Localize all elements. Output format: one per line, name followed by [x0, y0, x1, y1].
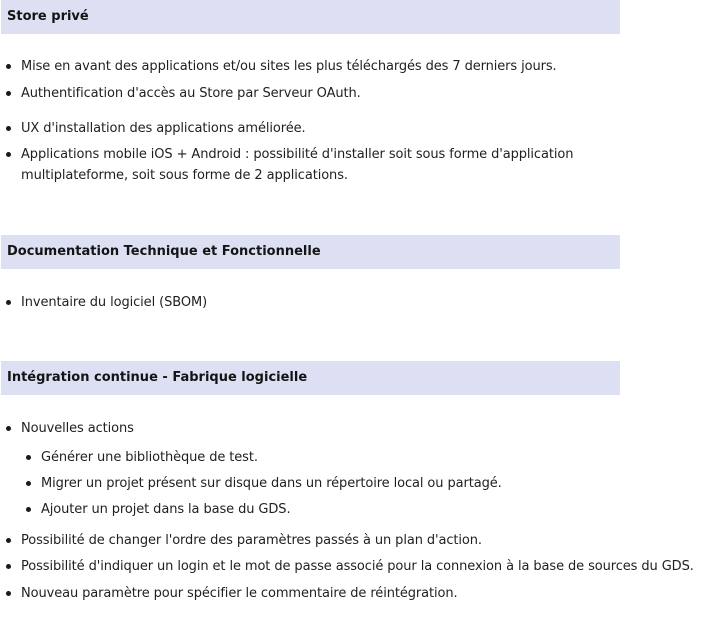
bullet-icon: [6, 426, 11, 431]
bullet-icon: [6, 152, 11, 157]
list-item-text: Possibilité de changer l'ordre des paramètres passés à un plan d'action.: [21, 533, 482, 548]
list-item: [21, 292, 661, 313]
section-header-store-prive: Store privé: [1, 0, 620, 34]
list-item: [21, 583, 661, 604]
list-item: [21, 144, 646, 186]
list-item-text: Applications mobile iOS + Android : possibilité d'installer soit sous forme d'application multiplateforme, soit sous forme de 2 applications.: [21, 147, 574, 183]
section-header-documentation: Documentation Technique et Fonctionnelle: [1, 235, 620, 269]
list-item-text: Possibilité d'indiquer un login et le mot de passe associé pour la connexion à la base de sources du GDS.: [21, 559, 694, 574]
bullet-icon: [6, 91, 11, 96]
bullet-icon: [6, 64, 11, 69]
bullet-icon: [6, 300, 11, 305]
list-item-text: Migrer un projet présent sur disque dans un répertoire local ou partagé.: [41, 476, 502, 491]
bullet-icon: [6, 126, 11, 131]
list-item: [21, 530, 661, 551]
bullet-icon: [6, 564, 11, 569]
bullet-icon: [26, 481, 31, 486]
sub-list-item: [41, 447, 681, 468]
list-item-text: Mise en avant des applications et/ou sites les plus téléchargés des 7 derniers jours.: [21, 59, 557, 74]
sub-list-item: [41, 473, 681, 494]
list-item-text: Générer une bibliothèque de test.: [41, 450, 258, 465]
list-item: [21, 56, 661, 77]
bullet-icon: [6, 591, 11, 596]
list-item-text: UX d'installation des applications améliorée.: [21, 121, 306, 136]
list-item-text: Inventaire du logiciel (SBOM): [21, 295, 208, 310]
section-header-integration-continue: Intégration continue - Fabrique logicielle: [1, 361, 620, 395]
sub-list-item: [41, 499, 681, 520]
bullet-icon: [26, 455, 31, 460]
list-item: [21, 118, 661, 139]
bullet-icon: [6, 538, 11, 543]
list-item: [21, 556, 711, 577]
list-item: [21, 418, 661, 439]
list-item-text: Nouvelles actions: [21, 421, 134, 436]
bullet-icon: [26, 507, 31, 512]
list-item: [21, 83, 661, 104]
list-item-text: Authentification d'accès au Store par Serveur OAuth.: [21, 86, 361, 101]
list-item-text: Ajouter un projet dans la base du GDS.: [41, 502, 291, 517]
list-item-text: Nouveau paramètre pour spécifier le commentaire de réintégration.: [21, 586, 458, 601]
